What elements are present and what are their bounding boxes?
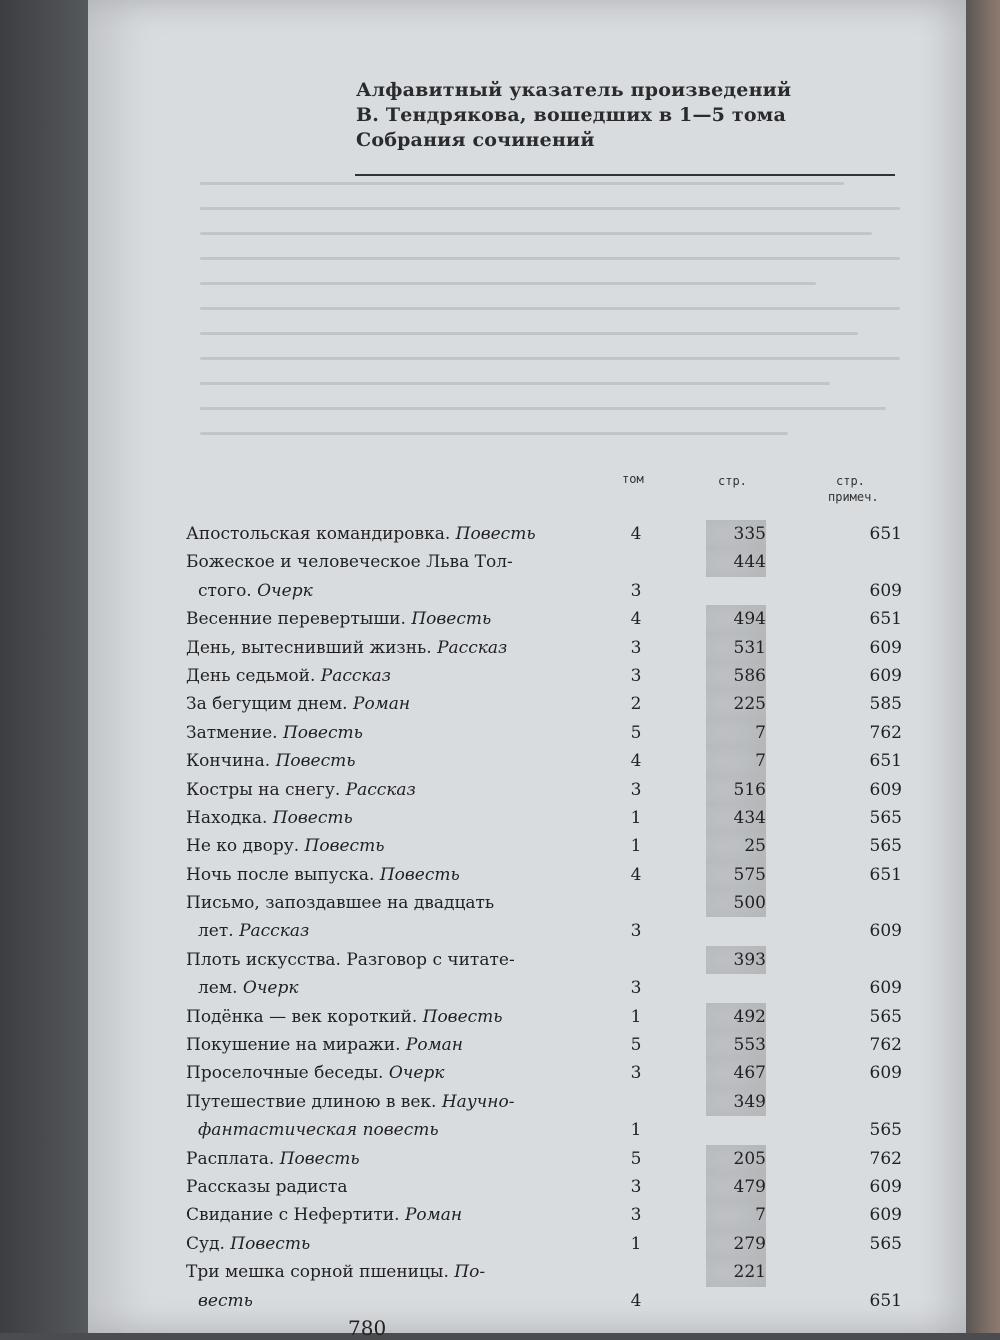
- work-title: Находка.: [186, 807, 273, 828]
- entry-title-block: [186, 1173, 906, 1201]
- work-genre: Рассказ: [437, 637, 508, 658]
- index-entry: [186, 662, 906, 690]
- work-title: За бегущим днем.: [186, 694, 353, 715]
- entry-title-block: [186, 1201, 906, 1229]
- entry-volume: 1: [630, 836, 642, 857]
- work-genre: Очерк: [388, 1063, 445, 1084]
- entry-volume: 4: [630, 524, 642, 544]
- entry-notes-page: 609: [869, 665, 902, 686]
- entry-volume: 1: [630, 1006, 642, 1027]
- work-title: День, вытеснивший жизнь.: [186, 637, 438, 658]
- entry-title-line: [186, 889, 906, 917]
- work-genre: Повесть: [304, 836, 385, 857]
- entry-title-line: [186, 1201, 906, 1229]
- entry-page: 221: [706, 1258, 766, 1286]
- entry-notes-page: 585: [869, 694, 902, 715]
- entry-title-block: [186, 662, 906, 690]
- index-entry: [186, 1258, 906, 1315]
- index-entry: [186, 1003, 906, 1031]
- entry-page: 586: [706, 662, 766, 690]
- index-entry: [186, 832, 906, 860]
- entry-notes-page: 609: [869, 921, 902, 942]
- entry-volume: 3: [630, 779, 642, 800]
- entry-volume: 5: [630, 1035, 642, 1056]
- work-genre: фантастическая повесть: [198, 1120, 439, 1141]
- entry-volume: 4: [630, 609, 642, 630]
- entry-title-line: [186, 605, 906, 633]
- entry-title-block: [186, 889, 906, 946]
- entry-notes-page: 609: [869, 779, 902, 800]
- entry-volume: 1: [630, 1233, 642, 1254]
- index-entry: [186, 1230, 906, 1258]
- work-title: Три мешка сорной пшеницы.: [186, 1262, 455, 1283]
- entry-title-block: [186, 605, 906, 633]
- entry-title-line: [186, 832, 906, 860]
- entry-title-block: [186, 861, 906, 889]
- entry-title-line: [186, 719, 906, 747]
- work-genre: Научно-: [441, 1091, 515, 1112]
- index-table: [186, 520, 906, 1315]
- heading-rule: [355, 174, 895, 176]
- entry-title-block: [186, 690, 906, 718]
- index-entry: [186, 520, 906, 548]
- entry-title-line: [186, 577, 906, 605]
- work-genre: Очерк: [242, 978, 299, 999]
- entry-page: 553: [706, 1031, 766, 1059]
- entry-notes-page: 762: [869, 1035, 902, 1056]
- work-genre: По-: [454, 1262, 486, 1283]
- work-title: Рассказы радиста: [186, 1176, 348, 1197]
- index-entry: [186, 1173, 906, 1201]
- work-genre: Повесть: [422, 1006, 503, 1027]
- work-title: Не ко двору.: [186, 836, 305, 857]
- entry-page: 205: [706, 1145, 766, 1173]
- heading-line-2: В. Тендрякова, вошедших в 1—5 тома: [356, 104, 786, 126]
- work-genre: весть: [198, 1290, 253, 1311]
- work-genre: Повесть: [455, 524, 536, 544]
- work-title: Затмение.: [186, 722, 283, 743]
- work-genre: Повесть: [279, 1148, 360, 1169]
- entry-volume: 3: [630, 637, 642, 658]
- work-title: Свидание с Нефертити.: [186, 1205, 405, 1226]
- entry-notes-page: 609: [869, 1205, 902, 1226]
- entry-volume: 3: [630, 665, 642, 686]
- index-entry: [186, 1088, 906, 1145]
- entry-volume: 3: [630, 580, 642, 601]
- entry-notes-page: 651: [869, 751, 902, 772]
- work-genre: Роман: [404, 1205, 463, 1226]
- entry-volume: 2: [630, 694, 642, 715]
- background-left: [0, 0, 88, 1333]
- heading-line-3: Собрания сочинений: [356, 129, 595, 151]
- entry-notes-page: 609: [869, 580, 902, 601]
- entry-page: 575: [706, 861, 766, 889]
- entry-page: 279: [706, 1230, 766, 1258]
- entry-notes-page: 609: [869, 1176, 902, 1197]
- work-title: Весенние перевертыши.: [186, 609, 412, 630]
- entry-title-line: [186, 776, 906, 804]
- work-title: стого.: [198, 580, 258, 601]
- column-header-notes-1: стр.: [836, 474, 865, 488]
- entry-title-line: [186, 520, 906, 548]
- work-title: Ночь после выпуска.: [186, 864, 380, 885]
- entry-title-block: [186, 634, 906, 662]
- entry-volume: 3: [630, 978, 642, 999]
- entry-page: 479: [706, 1173, 766, 1201]
- entry-title-block: [186, 719, 906, 747]
- entry-title-block: [186, 1088, 906, 1145]
- work-genre: Роман: [405, 1035, 464, 1056]
- entry-title-line: [186, 1031, 906, 1059]
- entry-title-line: [186, 747, 906, 775]
- work-genre: Повесть: [411, 609, 492, 630]
- entry-title-line: [186, 1145, 906, 1173]
- entry-notes-page: 651: [869, 609, 902, 630]
- work-genre: Рассказ: [239, 921, 310, 942]
- entry-notes-page: 762: [869, 1148, 902, 1169]
- entry-volume: 5: [630, 1148, 642, 1169]
- index-entry: [186, 776, 906, 804]
- index-entry: [186, 605, 906, 633]
- work-title: Суд.: [186, 1233, 231, 1254]
- heading-line-1: Алфавитный указатель произведений: [356, 79, 792, 101]
- entry-title-line: [186, 1116, 906, 1144]
- index-entry: [186, 719, 906, 747]
- entry-page: 494: [706, 605, 766, 633]
- index-entry: [186, 1031, 906, 1059]
- entry-page: 516: [706, 776, 766, 804]
- entry-volume: 1: [630, 807, 642, 828]
- entry-title-block: [186, 520, 906, 548]
- entry-title-block: [186, 1230, 906, 1258]
- entry-page: 7: [706, 1201, 766, 1229]
- entry-page: 531: [706, 634, 766, 662]
- index-entry: [186, 889, 906, 946]
- column-header-page: стр.: [718, 474, 747, 488]
- entry-page: 25: [706, 832, 766, 860]
- entry-title-line: [186, 917, 906, 945]
- work-genre: Роман: [353, 694, 411, 715]
- work-genre: Рассказ: [320, 665, 391, 686]
- entry-page: 492: [706, 1003, 766, 1031]
- entry-notes-page: 609: [869, 637, 902, 658]
- entry-notes-page: 651: [869, 1290, 902, 1311]
- index-entry: [186, 548, 906, 605]
- entry-title-block: [186, 1003, 906, 1031]
- entry-page: 393: [706, 946, 766, 974]
- entry-title-line: [186, 1059, 906, 1087]
- index-entry: [186, 690, 906, 718]
- show-through-text: [200, 182, 900, 472]
- entry-title-block: [186, 548, 906, 605]
- entry-title-block: [186, 832, 906, 860]
- work-title: лет.: [198, 921, 240, 942]
- index-entry: [186, 1201, 906, 1229]
- entry-notes-page: 609: [869, 978, 902, 999]
- entry-title-line: [186, 1088, 906, 1116]
- entry-page: 225: [706, 690, 766, 718]
- entry-title-block: [186, 1031, 906, 1059]
- entry-page: 7: [706, 747, 766, 775]
- index-entry: [186, 861, 906, 889]
- entry-title-block: [186, 946, 906, 1003]
- entry-page: 434: [706, 804, 766, 832]
- index-entry: [186, 946, 906, 1003]
- entry-notes-page: 565: [869, 1006, 902, 1027]
- entry-page: 500: [706, 889, 766, 917]
- entry-page: 335: [706, 520, 766, 548]
- work-genre: Повесть: [275, 751, 356, 772]
- entry-volume: 5: [630, 722, 642, 743]
- entry-title-line: [186, 1287, 906, 1315]
- work-title: Письмо, запоздавшее на двадцать: [186, 893, 495, 914]
- entry-title-line: [186, 690, 906, 718]
- entry-notes-page: 651: [869, 524, 902, 544]
- entry-title-line: [186, 1230, 906, 1258]
- work-title: Кончина.: [186, 751, 276, 772]
- entry-notes-page: 565: [869, 836, 902, 857]
- index-entry: [186, 634, 906, 662]
- column-header-notes-2: примеч.: [828, 490, 879, 504]
- work-title: Апостольская командировка.: [186, 524, 456, 544]
- entry-title-line: [186, 662, 906, 690]
- index-entry: [186, 804, 906, 832]
- work-title: Расплата.: [186, 1148, 280, 1169]
- entry-notes-page: 762: [869, 722, 902, 743]
- entry-page: 444: [706, 548, 766, 576]
- entry-volume: 3: [630, 921, 642, 942]
- entry-page: 467: [706, 1059, 766, 1087]
- entry-notes-page: 651: [869, 864, 902, 885]
- work-title: День седьмой.: [186, 665, 321, 686]
- work-title: Божеское и человеческое Льва Тол-: [186, 552, 513, 573]
- entry-volume: 3: [630, 1063, 642, 1084]
- entry-notes-page: 565: [869, 807, 902, 828]
- index-entry: [186, 747, 906, 775]
- entry-title-block: [186, 804, 906, 832]
- entry-notes-page: 609: [869, 1063, 902, 1084]
- entry-volume: 1: [630, 1120, 642, 1141]
- entry-title-block: [186, 747, 906, 775]
- entry-title-line: [186, 804, 906, 832]
- page-number: 780: [348, 1316, 387, 1340]
- entry-notes-page: 565: [869, 1120, 902, 1141]
- work-title: Костры на снегу.: [186, 779, 346, 800]
- entry-volume: 3: [630, 1205, 642, 1226]
- entry-volume: 4: [630, 751, 642, 772]
- entry-title-line: [186, 1258, 906, 1286]
- entry-title-line: [186, 861, 906, 889]
- book-edge: [966, 0, 1000, 1333]
- index-entry: [186, 1059, 906, 1087]
- entry-title-line: [186, 1173, 906, 1201]
- work-title: Подёнка — век короткий.: [186, 1006, 423, 1027]
- work-title: Покушение на миражи.: [186, 1035, 406, 1056]
- entry-page: 349: [706, 1088, 766, 1116]
- index-entry: [186, 1145, 906, 1173]
- entry-title-line: [186, 634, 906, 662]
- entry-title-line: [186, 946, 906, 974]
- work-title: Проселочные беседы.: [186, 1063, 389, 1084]
- work-genre: Повесть: [379, 864, 460, 885]
- work-title: Путешествие длиною в век.: [186, 1091, 442, 1112]
- index-heading: [356, 78, 876, 153]
- entry-volume: 4: [630, 864, 642, 885]
- entry-title-block: [186, 1258, 906, 1315]
- entry-title-line: [186, 1003, 906, 1031]
- work-title: Плоть искусства. Разговор с читате-: [186, 949, 515, 970]
- work-genre: Повесть: [230, 1233, 311, 1254]
- entry-volume: 3: [630, 1176, 642, 1197]
- work-genre: Рассказ: [345, 779, 416, 800]
- work-genre: Очерк: [257, 580, 313, 601]
- entry-title-line: [186, 974, 906, 1002]
- work-title: лем.: [198, 978, 243, 999]
- entry-notes-page: 565: [869, 1233, 902, 1254]
- entry-title-line: [186, 548, 906, 576]
- entry-title-block: [186, 1059, 906, 1087]
- entry-volume: 4: [630, 1290, 642, 1311]
- work-genre: Повесть: [282, 722, 363, 743]
- entry-title-block: [186, 776, 906, 804]
- entry-page: 7: [706, 719, 766, 747]
- column-header-volume: том: [622, 472, 644, 486]
- work-genre: Повесть: [272, 807, 353, 828]
- entry-title-block: [186, 1145, 906, 1173]
